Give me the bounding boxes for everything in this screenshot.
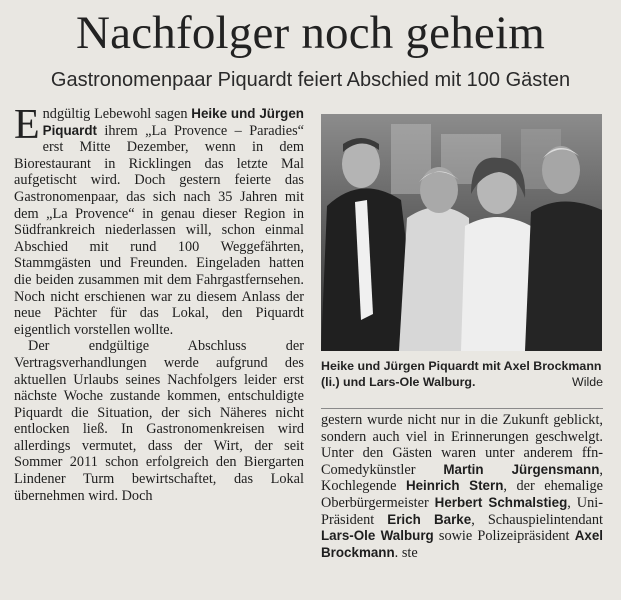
name-highlight: Heike und Jürgen Piquardt bbox=[42, 106, 304, 138]
name-highlight: Lars-Ole Walburg bbox=[321, 528, 434, 544]
divider bbox=[321, 408, 603, 409]
text-run: , der ehemalige Oberbürgermeister bbox=[321, 478, 603, 511]
paragraph-3 bbox=[321, 412, 603, 561]
article-column-right bbox=[321, 412, 603, 561]
photo-credit: Wilde bbox=[572, 375, 603, 389]
paragraph-2: Der endgültige Abschluss der Vertragsverhandlungen werde aufgrund des aktuellen Urlaubs seines Nachfolgers leider erst nächste Woche zustande kommen, entschuldigte Piquardt die Situation, der sich Näheres nicht entlocken ließ. In Gastronomenkreisen wird allerdings vermutet, dass der Wirt, der seit Sommer 2011 schon erfolgreich den Biergarten Lindener Turm bewirtschaftet, das Lokal übernehmen wird. Doch bbox=[14, 338, 304, 504]
name-highlight: Heinrich Stern bbox=[405, 478, 504, 494]
text-run: , Schauspielintendant bbox=[471, 511, 603, 528]
article-column-left bbox=[14, 102, 304, 504]
name-highlight: Martin Jürgensmann bbox=[443, 461, 600, 477]
text-run: ste bbox=[401, 544, 418, 561]
caption-text: Heike und Jürgen Piquardt mit Axel Brockmann (li.) und Lars-Ole Walburg. bbox=[321, 359, 602, 389]
subheadline: Gastronomenpaar Piquardt feiert Abschied mit 100 Gästen bbox=[50, 69, 571, 91]
text-run: sowie Polizeipräsident bbox=[433, 528, 575, 545]
name-highlight: Herbert Schmalstieg bbox=[434, 494, 568, 510]
photo-caption bbox=[321, 358, 603, 390]
paragraph-1 bbox=[14, 102, 304, 338]
headline: Nachfolger noch geheim bbox=[76, 7, 545, 59]
text-run: . bbox=[394, 544, 399, 561]
text-run: ndgültig Lebewohl sagen bbox=[42, 106, 192, 122]
name-highlight: Axel Brockmann bbox=[321, 528, 603, 560]
drop-cap: E bbox=[14, 102, 40, 148]
text-run: , Kochlegende bbox=[321, 461, 603, 495]
text-run: gestern wurde nicht nur in die Zukunft geblickt, sondern auch viel in Erinnerungen geschwelgt. Unter den Gästen waren unter anderem ffn-Comedykünstler bbox=[321, 412, 603, 478]
name-highlight: Erich Barke bbox=[387, 511, 472, 527]
article-photo bbox=[321, 114, 602, 351]
text-run: ihrem „La Provence – Paradies“ erst Mitte Dezember, wenn in dem Biorestaurant in Ricklingen das letzte Mal aufgetischt wird. Doch gestern feierte das Gastronomenpaar, das sich nach 35 Jahren mit dem „La Provence“ in genau dieser Region in Südfrankreich niederlassen will, schon einmal Abschied mit rund 100 Weggefährten, Stammgästen und Freunden. Eingeladen hatten die beiden zusammen mit dem Fahrgastfernsehen. Noch nicht erschienen war zu diesem Anlass der neue Pächter für das Lokal, den Piquardt eigentlich vorstellen wollte. bbox=[14, 122, 304, 338]
text-run: , Uni-Präsident bbox=[321, 494, 604, 528]
group-photo-image bbox=[321, 114, 602, 351]
